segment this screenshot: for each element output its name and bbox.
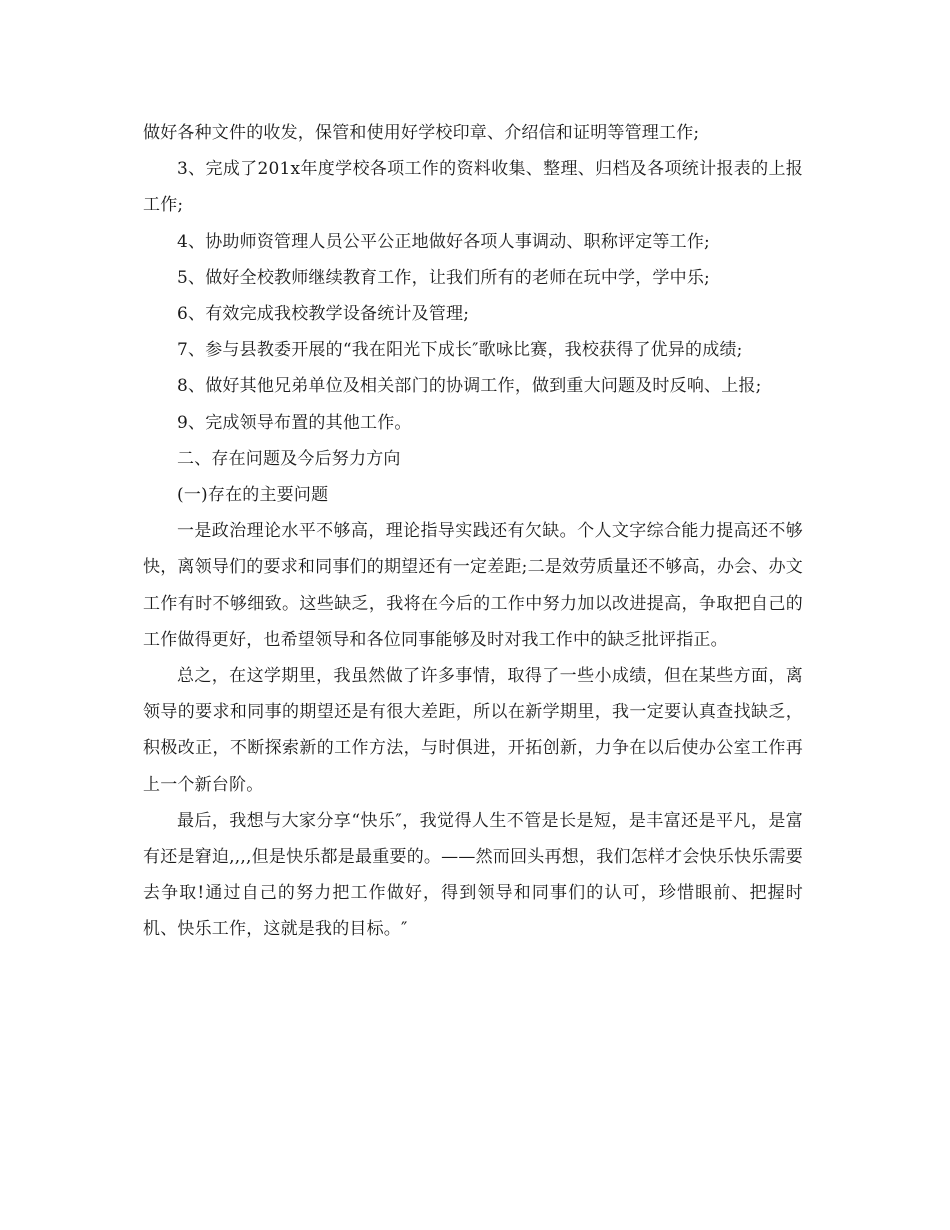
subsection-heading: (一)存在的主要问题 <box>177 485 329 506</box>
paragraph-summary: 总之，在这学期里，我虽然做了许多事情，取得了一些小成绩，但在某些方面，离领导的要求和同事的期望还是有很大差距，所以在新学期里，我一定要认真查找缺乏，积极改正，不断探索新的工作方法，与时俱进，开拓创新，力争在以后使办公室工作再上一个新台阶。 <box>143 666 803 795</box>
paragraph-file-management: 做好各种文件的收发，保管和使用好学校印章、介绍信和证明等管理工作; <box>143 123 700 143</box>
paragraph-item-4: 4、协助师资管理人员公平公正地做好各项人事调动、职称评定等工作; <box>177 231 710 252</box>
paragraph-item-9: 9、完成领导布置的其他工作。 <box>177 412 412 433</box>
paragraph-closing: 最后，我想与大家分享“快乐″，我觉得人生不管是长是短，是丰富还是平凡，是富有还是窘迫,,,,但是快乐都是最重要的。——然而回头再想，我们怎样才会快乐快乐需要去争取!通过自己的努力把工作做好，得到领导和同事们的认可，珍惜眼前、把握时机、快乐工作，这就是我的目标。″ <box>143 810 803 940</box>
paragraph-main-problems: 一是政治理论水平不够高，理论指导实践还有欠缺。个人文字综合能力提高还不够快，离领导们的要求和同事们的期望还有一定差距;二是效劳质量还不够高，办会、办文工作有时不够细致。这些缺乏，我将在今后的工作中努力加以改进提高，争取把自己的工作做得更好，也希望领导和各位同事能够及时对我工作中的缺乏批评指正。 <box>143 521 803 650</box>
paragraph-item-7: 7、参与县教委开展的“我在阳光下成长″歌咏比赛，我校获得了优异的成绩; <box>177 340 743 361</box>
paragraph-item-6: 6、有效完成我校教学设备统计及管理; <box>177 304 470 325</box>
paragraph-item-5: 5、做好全校教师继续教育工作，让我们所有的老师在玩中学，学中乐; <box>177 267 710 288</box>
document-body <box>143 115 803 948</box>
paragraph-item-8: 8、做好其他兄弟单位及相关部门的协调工作，做到重大问题及时反响、上报; <box>177 376 762 397</box>
paragraph-item-3: 3、完成了201x年度学校各项工作的资料收集、整理、归档及各项统计报表的上报工作; <box>143 159 803 216</box>
section-heading: 二、存在问题及今后努力方向 <box>177 448 401 469</box>
